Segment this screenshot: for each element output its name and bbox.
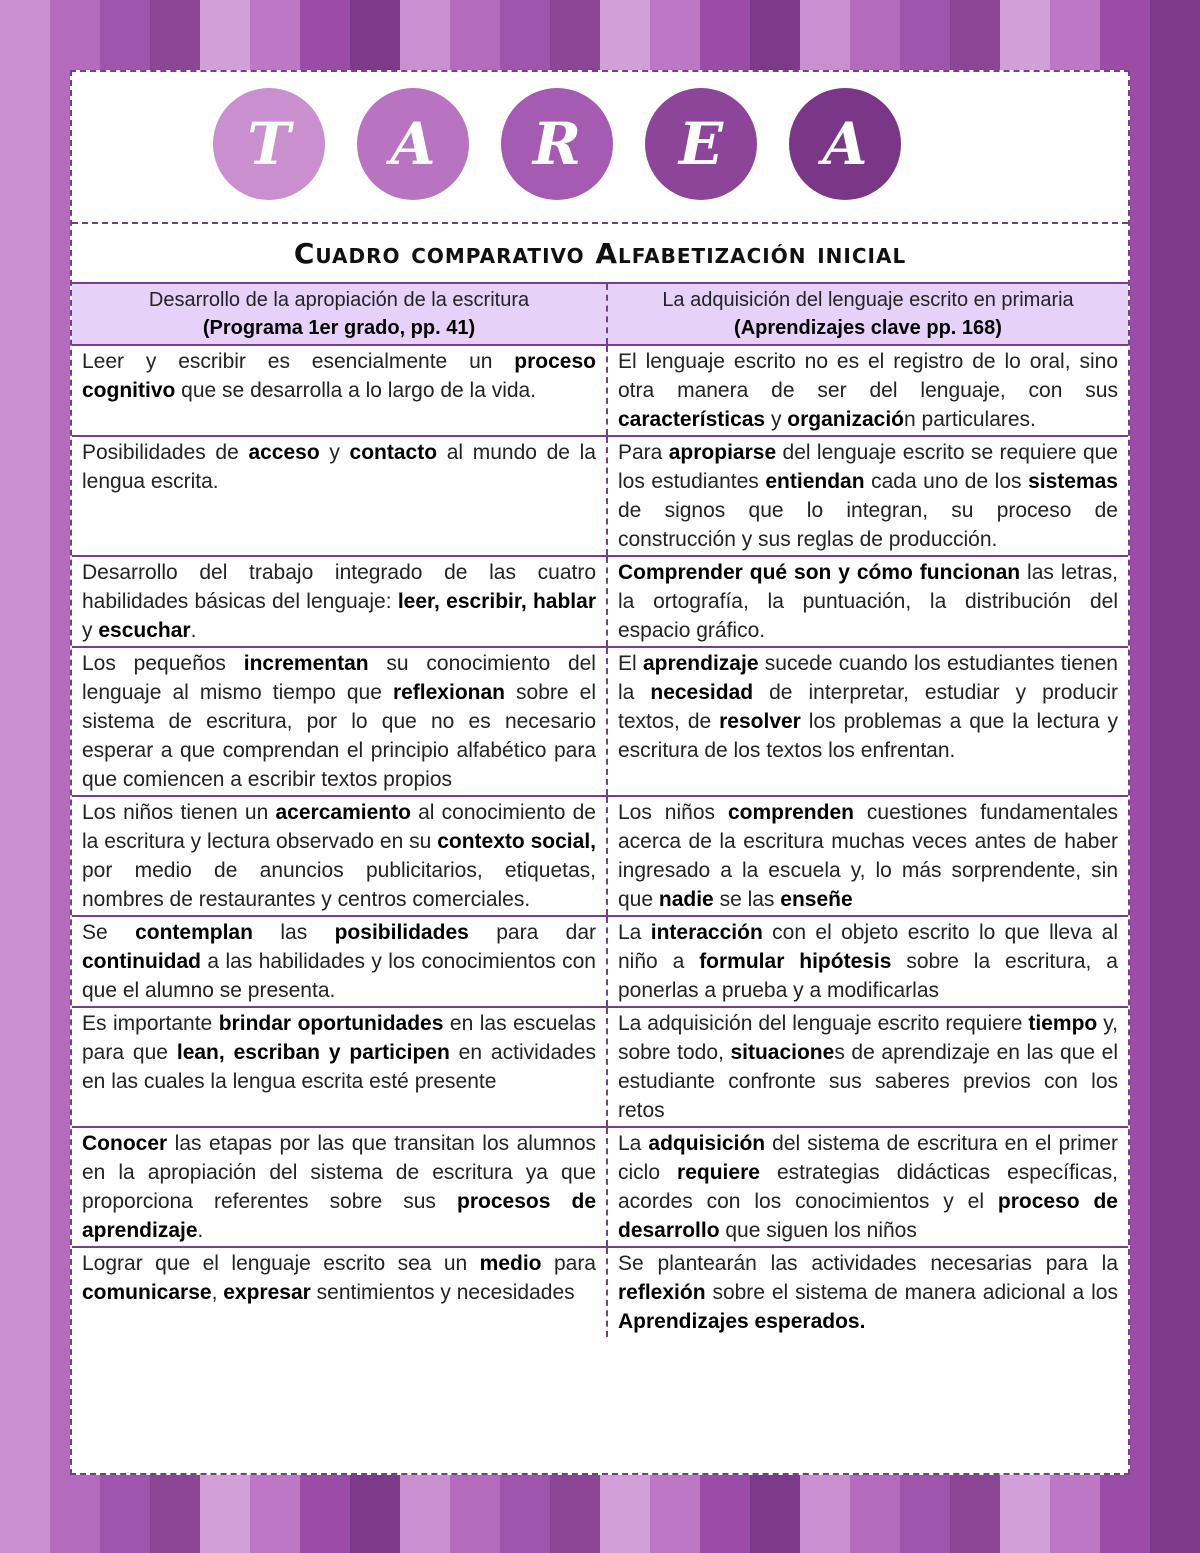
text-segment: Los niños tienen un xyxy=(82,801,276,824)
text-segment: en las escuelas para que xyxy=(82,1012,596,1064)
text-segment: y xyxy=(319,441,350,464)
text-segment: de signos que lo integran, su proceso de construcción y sus reglas de producción. xyxy=(618,499,1118,551)
text-segment: para xyxy=(541,1252,596,1275)
text-segment: Se xyxy=(82,921,136,944)
text-segment: los problemas a que la lectura y escritura de los textos los enfrentan. xyxy=(618,710,1118,762)
bold-text: contemplan xyxy=(135,921,253,944)
text-segment: por medio de anuncios publicitarios, etiquetas, nombres de restaurantes y centros comerciales. xyxy=(82,859,596,911)
bold-text: comprenden xyxy=(727,801,854,824)
text-segment: Es importante xyxy=(82,1012,219,1035)
bold-text: requiere xyxy=(677,1161,760,1184)
table-row xyxy=(72,1007,1128,1127)
cell-programa xyxy=(72,436,607,556)
bold-text: incrementan xyxy=(243,652,369,675)
text-segment: sobre la escritura, a ponerlas a prueba y a modificarlas xyxy=(618,950,1118,1002)
text-segment: en actividades en las cuales la lengua escrita esté presente xyxy=(82,1041,596,1093)
text-segment: La xyxy=(618,1132,649,1155)
bold-text: continuidad xyxy=(82,950,201,973)
bold-text: reflexionan xyxy=(392,681,505,704)
text-segment: de interpretar, estudiar y producir textos, de xyxy=(618,681,1119,733)
cell-aprendizajes xyxy=(607,1007,1128,1127)
text-segment: a las habilidades y los conocimientos con que el alumno se presenta. xyxy=(82,950,596,1002)
bold-text: posibilidades xyxy=(334,921,469,944)
text-segment: al mundo de la lengua escrita. xyxy=(82,441,596,493)
bold-text: Conocer xyxy=(82,1132,168,1155)
bold-text: organizació xyxy=(787,408,904,431)
text-segment: Desarrollo del trabajo integrado de las cuatro habilidades básicas del lenguaje: xyxy=(82,561,596,613)
text-segment: que siguen los niños xyxy=(719,1219,917,1242)
header-banner xyxy=(72,72,1128,224)
text-segment: al conocimiento de la escritura y lectura observado en su xyxy=(82,801,596,853)
letter-circle: A xyxy=(357,88,469,200)
text-segment: con el objeto escrito lo que lleva al niño a xyxy=(618,921,1118,973)
bold-text: medio xyxy=(479,1252,542,1275)
bold-text: contacto xyxy=(349,441,438,464)
page-title: Cuadro comparativo Alfabetización inicial xyxy=(293,236,907,270)
text-segment: Los pequeños xyxy=(82,652,244,675)
letter-circle: R xyxy=(501,88,613,200)
bold-text: proceso cognitivo xyxy=(82,350,596,402)
text-segment: La adquisición del lenguaje escrito requiere xyxy=(618,1012,1029,1035)
cell-aprendizajes xyxy=(607,796,1128,916)
worksheet xyxy=(70,70,1130,1475)
cell-aprendizajes xyxy=(607,1247,1128,1337)
table-row xyxy=(72,796,1128,916)
bold-text: necesidad xyxy=(650,681,754,704)
text-segment: s de aprendizaje en las que el estudiante confronte sus saberes previos con los retos xyxy=(618,1041,1118,1122)
bold-text: procesos de aprendizaje xyxy=(82,1190,596,1242)
text-segment: sentimientos y necesidades xyxy=(310,1281,575,1304)
text-segment: , xyxy=(211,1281,224,1304)
table-row xyxy=(72,647,1128,796)
column-header-programa xyxy=(72,284,607,345)
text-segment: las letras, la ortografía, la puntuación, la distribución del espacio gráfico. xyxy=(618,561,1119,642)
bold-text: contexto social, xyxy=(437,830,596,853)
text-segment: y, sobre todo, xyxy=(618,1012,1118,1064)
cell-programa xyxy=(72,1127,607,1247)
bold-text: comunicarse xyxy=(82,1281,212,1304)
text-segment: sobre el sistema de escritura, por lo que no es necesario esperar a que comprendan el principio alfabético para que comiencen a escribir textos propios xyxy=(82,681,596,791)
bold-text: tiempo xyxy=(1028,1012,1098,1035)
cell-aprendizajes xyxy=(607,436,1128,556)
column-header-source: (Programa 1er grado, pp. 41) xyxy=(202,317,476,339)
bold-text: proceso de desarrollo xyxy=(618,1190,1118,1242)
text-segment: El xyxy=(618,652,643,675)
text-segment: las etapas por las que transitan los alumnos en la apropiación del sistema de escritura ya que proporciona referentes sobre sus xyxy=(82,1132,596,1213)
bold-text: brindar oportunidades xyxy=(218,1012,444,1035)
bold-text: acercamiento xyxy=(275,801,411,824)
title-bar xyxy=(72,224,1128,284)
text-segment: que se desarrolla a lo largo de la vida. xyxy=(175,379,537,402)
bold-text: escuchar xyxy=(98,619,191,642)
bold-text: resolver xyxy=(719,710,801,733)
letter-circle: T xyxy=(213,88,325,200)
text-segment: y xyxy=(765,408,788,431)
text-segment: sobre el sistema de manera adicional a los xyxy=(705,1281,1118,1304)
text-segment: Se plantearán las actividades necesarias para la xyxy=(618,1252,1118,1275)
cell-aprendizajes xyxy=(607,916,1128,1007)
text-segment: . xyxy=(190,619,197,642)
bold-text: formular hipótesis xyxy=(699,950,892,973)
text-segment: sucede cuando los estudiantes tienen la xyxy=(618,652,1118,704)
bold-text: interacción xyxy=(650,921,763,944)
table-body xyxy=(72,345,1128,1337)
text-segment: n particulares. xyxy=(904,408,1036,431)
column-header-text: La adquisición del lenguaje escrito en primaria xyxy=(662,289,1074,311)
text-segment: El lenguaje escrito no es el registro de lo oral, sino otra manera de ser del lenguaje, con sus xyxy=(618,350,1118,402)
text-segment: Para xyxy=(618,441,669,464)
cell-aprendizajes xyxy=(607,647,1128,796)
bold-text: situacione xyxy=(730,1041,835,1064)
text-segment: . xyxy=(197,1219,204,1242)
bold-text: lean, escriban y participen xyxy=(176,1041,450,1064)
cell-programa xyxy=(72,1007,607,1127)
table-row xyxy=(72,556,1128,647)
text-segment: y xyxy=(82,619,99,642)
text-segment: cada uno de los xyxy=(864,470,1029,493)
text-segment: Leer y escribir es esencialmente un xyxy=(82,350,515,373)
cell-aprendizajes xyxy=(607,1127,1128,1247)
text-segment: del lenguaje escrito se requiere que los estudiantes xyxy=(618,441,1118,493)
text-segment: cuestiones fundamentales acerca de la escritura muchas veces antes de haber ingresado a la escuela y, lo más sorprendente, sin que xyxy=(618,801,1118,911)
text-segment: estrategias didácticas específicas, acordes con los conocimientos y el xyxy=(618,1161,1118,1213)
bold-text: acceso xyxy=(248,441,320,464)
letter-circle: E xyxy=(645,88,757,200)
cell-aprendizajes xyxy=(607,345,1128,436)
letter-circle: A xyxy=(789,88,901,200)
cell-programa xyxy=(72,647,607,796)
cell-programa xyxy=(72,1247,607,1337)
bold-text: características xyxy=(618,408,766,431)
column-header-aprendizajes xyxy=(607,284,1128,345)
column-header-text: Desarrollo de la apropiación de la escritura xyxy=(148,289,530,311)
bold-text: adquisición xyxy=(648,1132,766,1155)
bold-text: leer, escribir, hablar xyxy=(397,590,596,613)
cell-programa xyxy=(72,345,607,436)
bold-text: aprendizaje xyxy=(642,652,759,675)
comparison-table xyxy=(72,284,1128,1337)
bold-text: sistemas xyxy=(1028,470,1118,493)
table-header-row xyxy=(72,284,1128,345)
table-row xyxy=(72,345,1128,436)
table-row xyxy=(72,436,1128,556)
bold-text: Aprendizajes esperados. xyxy=(618,1310,866,1333)
bold-text: expresar xyxy=(223,1281,311,1304)
text-segment: del sistema de escritura en el primer ciclo xyxy=(618,1132,1118,1184)
cell-programa xyxy=(72,796,607,916)
table-row xyxy=(72,1247,1128,1337)
text-segment: Lograr que el lenguaje escrito sea un xyxy=(82,1252,480,1275)
table-row xyxy=(72,1127,1128,1247)
cell-programa xyxy=(72,556,607,647)
cell-aprendizajes xyxy=(607,556,1128,647)
bold-text: Comprender qué son y cómo funcionan xyxy=(618,561,1021,584)
bold-text: apropiarse xyxy=(668,441,777,464)
column-header-source: (Aprendizajes clave pp. 168) xyxy=(734,317,1002,339)
text-segment: Posibilidades de xyxy=(82,441,249,464)
text-segment: para dar xyxy=(468,921,596,944)
bold-text: reflexión xyxy=(618,1281,706,1304)
table-row xyxy=(72,916,1128,1007)
text-segment: Los niños xyxy=(618,801,728,824)
text-segment: su conocimiento del lenguaje al mismo tiempo que xyxy=(82,652,596,704)
cell-programa xyxy=(72,916,607,1007)
bold-text: entiendan xyxy=(765,470,865,493)
bold-text: nadie xyxy=(658,888,714,911)
text-segment: La xyxy=(618,921,651,944)
text-segment: las xyxy=(252,921,335,944)
bold-text: enseñe xyxy=(780,888,853,911)
text-segment: se las xyxy=(713,888,781,911)
